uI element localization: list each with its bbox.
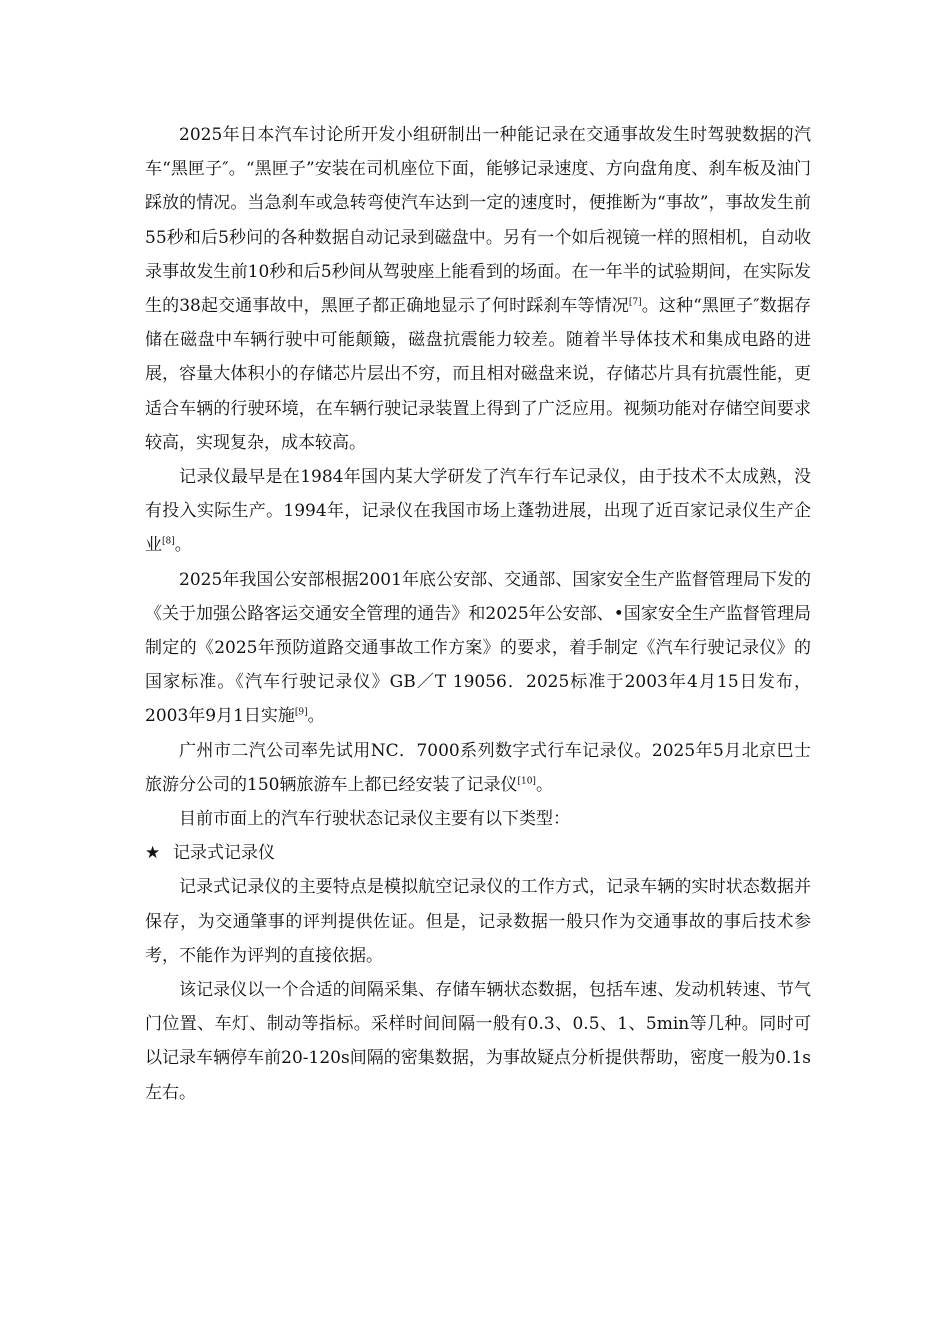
document-body (145, 118, 811, 1110)
paragraph-national-standard (145, 563, 811, 734)
paragraph-text: 。 (535, 774, 553, 795)
citation-8: [8] (162, 536, 175, 547)
paragraph-text: 2025年我国公安部根据2001年底公安部、交通部、国家安全生产监督管理局下发的《关于加强公路客运交通安全管理的通告》和2025年公安部、•国家安全生产监督管理局制定的《2025年预防道路交通事故工作方案》的要求，着手制定《汽车行驶记录仪》的国家标准。《汽车行驶记录仪》GB／T 19056．2025标准于2003年4月15日发布，2003年9月1日实施 (145, 569, 811, 727)
paragraph-text: 。 (307, 706, 325, 727)
citation-9: [9] (294, 707, 308, 718)
paragraph-trial-use (145, 734, 811, 802)
paragraph-sampling-interval (145, 973, 811, 1110)
section-heading-recording-type (145, 836, 811, 870)
paragraph-recording-features (145, 870, 811, 973)
heading-text: 记录式记录仪 (173, 843, 275, 864)
paragraph-domestic-development (145, 460, 811, 563)
paragraph-text: 2025年日本汽车讨论所开发小组研制出一种能记录在交通事故发生时驾驶数据的汽车“黑匣子″。“黑匣子”安装在司机座位下面，能够记录速度、方向盘角度、刹车板及油门踩放的情况。当急刹车或急转弯使汽车达到一定的速度时，便推断为“事故”，事故发生前55秒和后5秒问的各种数据自动记录到磁盘中。另有一个如后视镜一样的照相机，自动收录事故发生前10秒和后5秒间从驾驶座上能看到的场面。在一年半的试验期间，在实际发生的38起交通事故中，黑匣子都正确地显示了何时踩刹车等情况 (145, 125, 811, 317)
paragraph-text: 。这种“黑匣子″数据存储在磁盘中车辆行驶中可能颠簸，磁盘抗震能力较差。随着半导体技术和集成电路的进展，容量大体积小的存储芯片层出不穷，而且相对磁盘来说，存储芯片具有抗震性能，更适合车辆的行驶环境，在车辆行驶记录装置上得到了广泛应用。视频功能对存储空间要求较高，实现复杂，成本较高。 (145, 296, 811, 453)
paragraph-black-box-history (145, 118, 811, 460)
citation-7: [7] (628, 297, 642, 308)
paragraph-text: 记录式记录仪的主要特点是模拟航空记录仪的工作方式，记录车辆的实时状态数据并保存，为交通肇事的评判提供佐证。但是，记录数据一般只作为交通事故的事后技术参考，不能作为评判的直接依据。 (145, 877, 811, 966)
paragraph-text: 记录仪最早是在1984年国内某大学研发了汽车行车记录仪，由于技术不太成熟，没有投入实际生产。1994年，记录仪在我国市场上蓬勃进展，出现了近百家记录仪生产企业 (145, 467, 811, 556)
paragraph-types-intro (145, 802, 811, 836)
paragraph-text: 广州市二汽公司率先试用NC．7000系列数字式行车记录仪。2025年5月北京巴士旅游分公司的150辆旅游车上都已经安装了记录仪 (145, 740, 811, 795)
paragraph-text: 该记录仪以一个合适的间隔采集、存储车辆状态数据，包括车速、发动机转速、节气门位置、车灯、制动等指标。采样时间间隔一般有0.3、0.5、1、5min等几种。同时可以记录车辆停车前20-120s间隔的密集数据，为事故疑点分析提供帮助，密度一般为0.1s左右。 (145, 980, 811, 1103)
star-icon: ★ (145, 843, 161, 864)
citation-10: [10] (517, 776, 536, 787)
paragraph-text: 目前市面上的汽车行驶状态记录仪主要有以下类型： (179, 809, 570, 830)
paragraph-text: 。 (174, 535, 192, 556)
